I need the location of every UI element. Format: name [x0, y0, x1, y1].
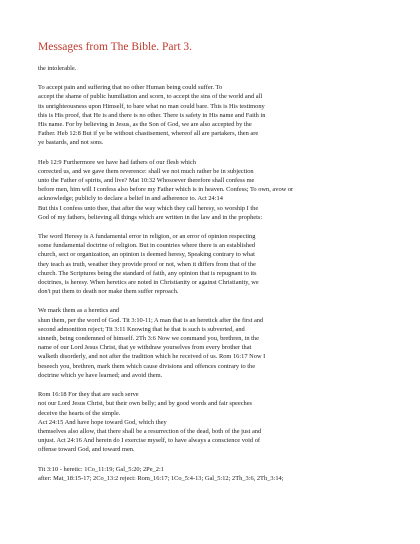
paragraph-heresy-definition: The word Heresy is A fundamental error in religion, or an error of opinion respecting some fundamental doctrine of religion. But in countries where there is an established church, sect or organization, an opinion is deemed heresy, Speaking contrary to what they teach as truth, weather they provide proof or not, when it differs from that of the church. The Scriptures being the standard of faith, any opinion that is repugnant to its doctrines, is heresy. When heretics are noted in Christianity or against Christianity, we don't put them to death nor make them suffer reproach. — [38, 233, 259, 296]
paragraph-cross-references: Tit 3:10 - heretic: 1Co_11:19; Gal_5:20; 2Pe_2:1 after: Mat_18:15-17; 2Co_13:2 reject: Rom_16:17; 1Co_5:4-13; Gal_5:12; 2Th_3:6, 2Th_3:14; — [38, 465, 284, 482]
paragraph-mark-heretics: We mark them as a heretics and shun them, per the word of God. Tit 3:10-11; A man that is an heretick after the first and second admonition reject; Tit 3:11 Knowing that he that is such is subverted, and sinneth, being condemned of himself. 2Th 3:6 Now we command you, brethren, in the name of our Lord Jesus Christ, that ye withdraw yourselves from every brother that walketh disorderly, and not after the tradition which he received of us. Rom 16:17 Now I beseech you, brethren, mark them which cause divisions and offences contrary to the doctrine which ye have learned; and avoid them. — [38, 307, 266, 379]
paragraph-heb-12-9: Heb 12:9 Furthermore we have had fathers of our flesh which corrected us, and we gave them reverence: shall we not much rather be in subjection unto the Father of spirits, and live? Mat 10:32 Whosoever therefore shall confess me before men, him will I confess also before my Father which is in heaven. Confess; To own, avow or acknowledge; publicly to declare a belief in and adherence to. Act 24:14 But this I confess unto thee, that after the way which they call heresy, so worship I the God of my fathers, believing all things which are written in the law and in the prophets: — [38, 158, 294, 221]
paragraph-rom-16-18: Rom 16:18 For they that are such serve not our Lord Jesus Christ, but their own belly; and by good words and fair speeches deceive the hearts of the simple. Act 24:15 And have hope toward God, which they themselves also allow, that there shall be a resurrection of the dead, both of the just and unjust. Act 24:16 And herein do I exercise myself, to have always a conscience void of offense toward God, and toward men. — [38, 391, 262, 454]
document-title: Messages from The Bible. Part 3. — [38, 41, 193, 53]
paragraph-intro: the intolerable. — [38, 65, 77, 72]
paragraph-pain-suffering: To accept pain and suffering that no other Human being could suffer. To accept the shame of public humiliation and scorn, to accept the sins of the world and all its unrighteousness upon Himself, to bare what no man could bare. This is His testimony this is His proof, that He is and there is no other. There is safety in His name and Faith in His name. For by believing in Jesus, as the Son of God, we are also accepted by the Father. Heb 12:8 But if ye be without chastisement, whereof all are partakers, then are ye bastards, and not sons. — [38, 84, 266, 147]
